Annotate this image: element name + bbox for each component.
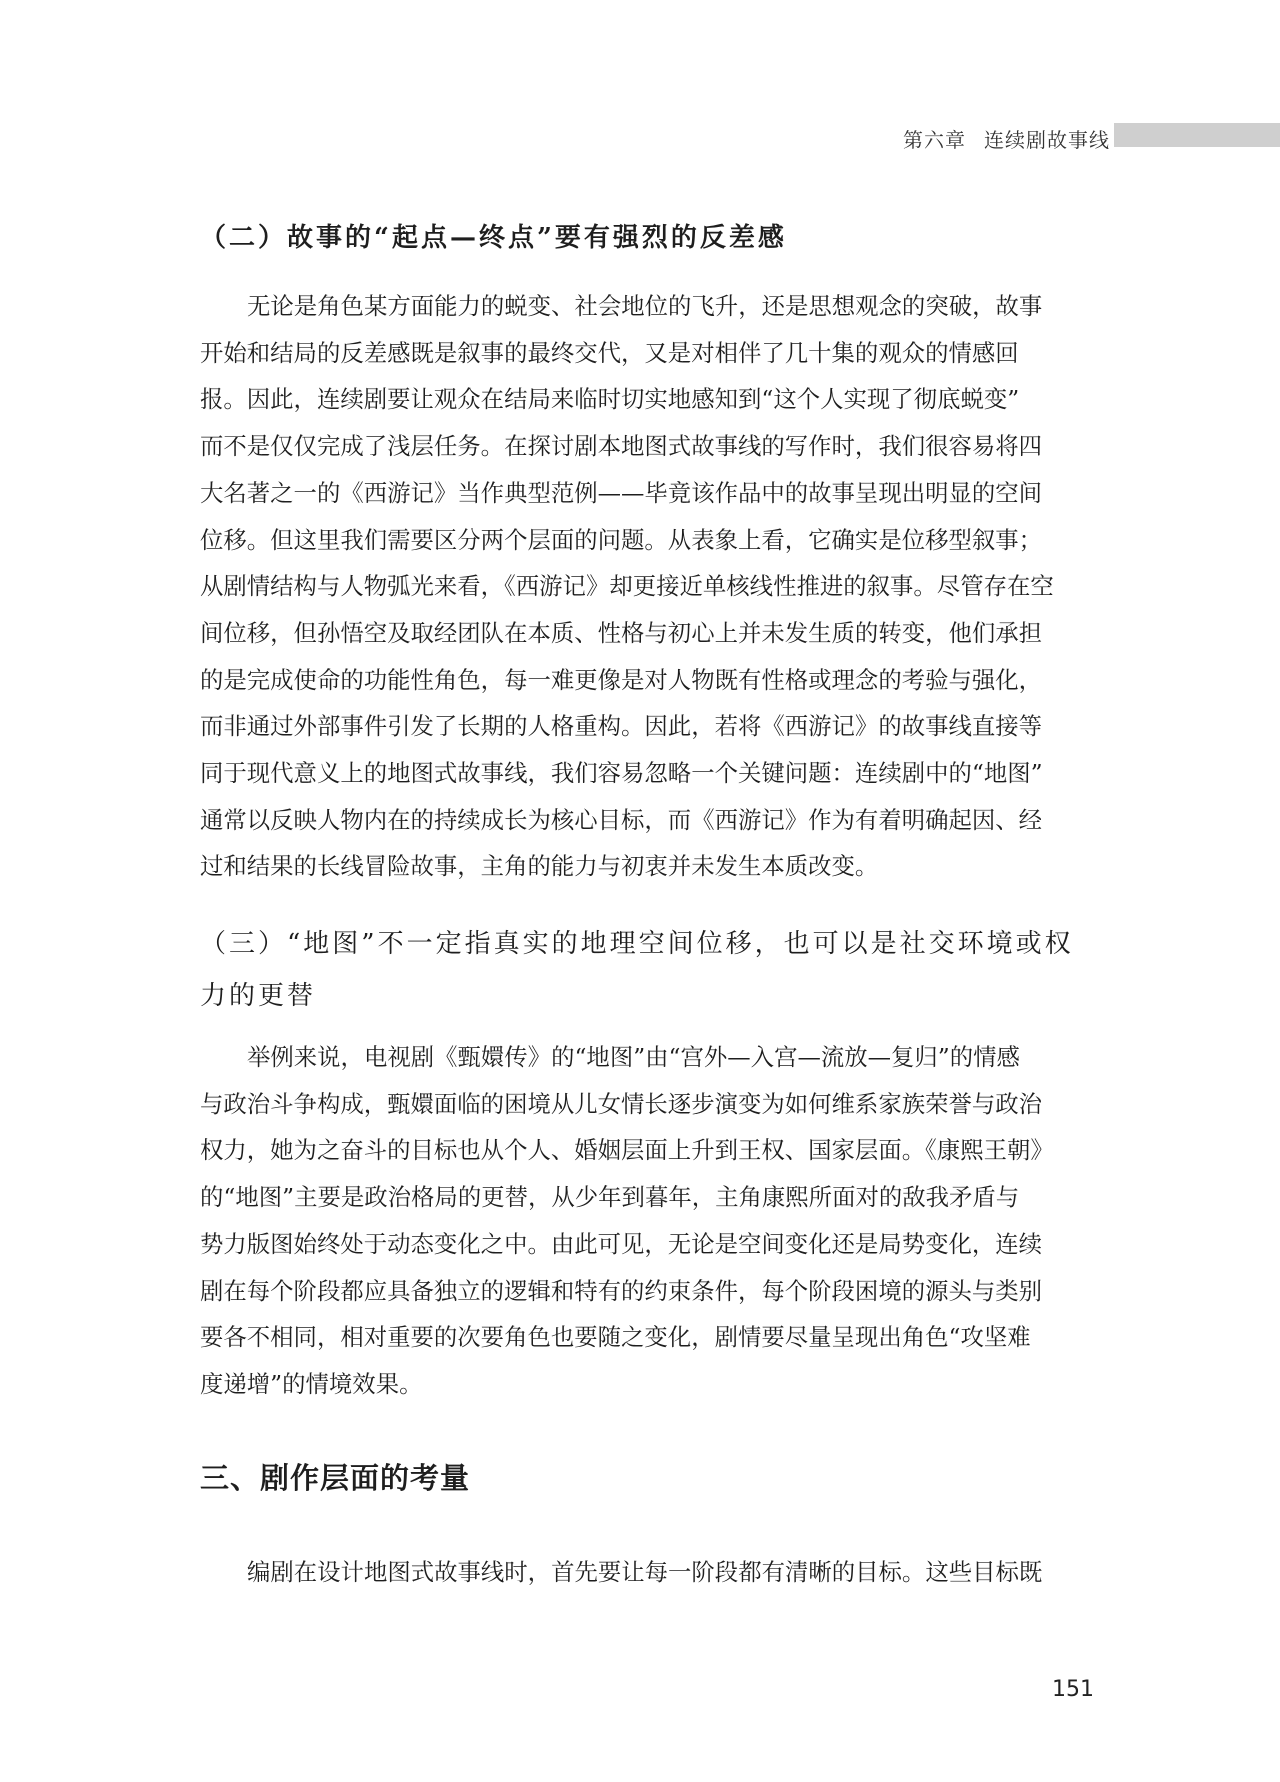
paragraph-line: 的是完成使命的功能性角色，每一难更像是对人物既有性格或理念的考验与强化， xyxy=(200,665,1043,694)
subsection-3-paragraph xyxy=(200,1034,1100,1408)
paragraph-line: 权力，她为之奋斗的目标也从个人、婚姻层面上升到王权、国家层面。《康熙王朝》 xyxy=(200,1136,1054,1165)
paragraph-line: 过和结果的长线冒险故事，主角的能力与初衷并未发生本质改变。 xyxy=(200,852,879,881)
header-decoration-bar xyxy=(1114,123,1280,147)
paragraph-line: 编剧在设计地图式故事线时，首先要让每一阶段都有清晰的目标。这些目标既 xyxy=(247,1558,1043,1586)
paragraph-line: 间位移，但孙悟空及取经团队在本质、性格与初心上并未发生质的转变，他们承担 xyxy=(200,618,1043,647)
page-number: 151 xyxy=(1052,1677,1094,1702)
paragraph-line: 举例来说，电视剧《甄嬛传》的“地图”由“宫外—入宫—流放—复归”的情感 xyxy=(247,1043,1020,1071)
paragraph-line: 同于现代意义上的地图式故事线，我们容易忽略一个关键问题：连续剧中的“地图” xyxy=(200,759,1043,788)
heading-line: 力的更替 xyxy=(200,981,317,1011)
subsection-2-paragraph xyxy=(200,283,1100,890)
heading-line: （三）“地图”不一定指真实的地理空间位移，也可以是社交环境或权 xyxy=(200,929,1074,959)
paragraph-line: 报。因此，连续剧要让观众在结局来临时切实地感知到“这个人实现了彻底蜕变” xyxy=(200,385,1020,414)
paragraph-line: 从剧情结构与人物弧光来看，《西游记》却更接近单核线性推进的叙事。尽管存在空 xyxy=(200,572,1054,601)
paragraph-line: 度递增”的情境效果。 xyxy=(200,1369,423,1398)
paragraph-line: 而非通过外部事件引发了长期的人格重构。因此，若将《西游记》的故事线直接等 xyxy=(200,712,1043,741)
section-3-paragraph xyxy=(200,1549,1100,1596)
paragraph-line: 与政治斗争构成，甄嬛面临的困境从儿女情长逐步演变为如何维系家族荣誉与政治 xyxy=(200,1089,1043,1118)
paragraph-line: 位移。但这里我们需要区分两个层面的问题。从表象上看，它确实是位移型叙事； xyxy=(200,525,1043,554)
paragraph-line: 无论是角色某方面能力的蜕变、社会地位的飞升，还是思想观念的突破，故事 xyxy=(247,292,1043,320)
section-3-heading: 三、剧作层面的考量 xyxy=(200,1461,471,1495)
paragraph-line: 势力版图始终处于动态变化之中。由此可见，无论是空间变化还是局势变化，连续 xyxy=(200,1229,1043,1258)
subsection-2-heading: （二）故事的“起点—终点”要有强烈的反差感 xyxy=(200,223,787,253)
paragraph-line: 开始和结局的反差感既是叙事的最终交代，又是对相伴了几十集的观众的情感回 xyxy=(200,338,1019,367)
paragraph-line: 要各不相同，相对重要的次要角色也要随之变化，剧情要尽量呈现出角色“攻坚难 xyxy=(200,1323,1031,1352)
chapter-number: 第六章 xyxy=(903,128,966,152)
subsection-3-heading xyxy=(200,918,1100,1022)
paragraph-line: 通常以反映人物内在的持续成长为核心目标，而《西游记》作为有着明确起因、经 xyxy=(200,805,1043,834)
running-head xyxy=(903,124,1110,153)
paragraph-line: 而不是仅仅完成了浅层任务。在探讨剧本地图式故事线的写作时，我们很容易将四 xyxy=(200,432,1043,461)
paragraph-line: 的“地图”主要是政治格局的更替，从少年到暮年，主角康熙所面对的敌我矛盾与 xyxy=(200,1183,1020,1212)
chapter-title: 连续剧故事线 xyxy=(984,128,1110,152)
paragraph-line: 大名著之一的《西游记》当作典型范例——毕竟该作品中的故事呈现出明显的空间 xyxy=(200,478,1043,507)
paragraph-line: 剧在每个阶段都应具备独立的逻辑和特有的约束条件，每个阶段困境的源头与类别 xyxy=(200,1276,1043,1305)
